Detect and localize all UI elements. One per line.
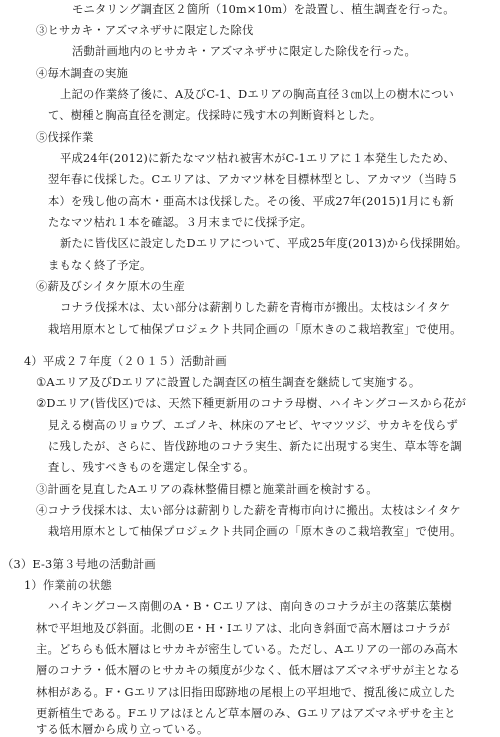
subsection-heading-1: 1）作業前の状態: [24, 579, 112, 592]
paragraph-line: 栽培用原木として柚保プロジェクト共同企画の「原木きのこ栽培教室」で使用。: [48, 525, 462, 538]
item-heading-3: ③ヒサカキ・アズマネザサに限定した除伐: [36, 24, 254, 37]
paragraph-line: 林相がある。F・Gエリアは旧指田邸跡地の尾根上の平坦地で、撹乱後に成立した: [36, 686, 456, 699]
paragraph-line: する低木層から成り立っている。: [36, 723, 209, 736]
paragraph-line: 新たに皆伐区に設定したDエリアについて、平成25年度(2013)から伐採開始。: [60, 237, 468, 250]
paragraph-line: 平成24年(2012)に新たなマツ枯れ被害木がC-1エリアに１本発生したため、: [60, 152, 455, 165]
paragraph-line: 翌年春に伐採した。Cエリアは、アカマツ林を目標林型とし、アカマツ（当時５: [48, 173, 459, 186]
plan-item-4: ④コナラ伐採木は、太い部分は薪割りした薪を青梅市向けに搬出。太枝はシイタケ: [36, 504, 461, 517]
paragraph-line: 層のコナラ・低木層のヒサカキの頻度が少なく、低木層はアズマネザサが主となる: [36, 664, 461, 677]
plan-item-1: ①Aエリア及びDエリアに設置した調査区の植生調査を継続して実施する。: [36, 376, 421, 389]
paragraph-line: モニタリング調査区２箇所（10m×10m）を設置し、植生調査を行った。: [72, 3, 455, 16]
paragraph-line: たなマツ枯れ１本を確認。３月末までに伐採予定。: [48, 216, 313, 229]
paragraph-line: て、樹種と胸高直径を測定。伐採時に残す木の判断資料とした。: [48, 109, 382, 122]
paragraph-line: まもなく終了予定。: [48, 259, 152, 272]
plan-item-2: ②Dエリア(皆伐区)では、天然下種更新用のコナラ母樹、ハイキングコースから花が: [36, 397, 467, 410]
paragraph-line: 見える樹高のリョウブ、エゴノキ、林床のアセビ、ヤマツツジ、サカキを伐らず: [48, 419, 459, 432]
plan-item-3: ③計画を見直したAエリアの森林整備目標と施業計画を検討する。: [36, 483, 378, 496]
paragraph-line: 活動計画地内のヒサカキ・アズマネザサに限定した除伐を行った。: [72, 45, 417, 58]
paragraph-line: 主。どちらも低木層はヒサカキが密生している。ただし、Aエリアの一部のみ高木: [36, 643, 459, 656]
item-heading-4: ④毎木調査の実施: [36, 67, 128, 80]
paragraph-line: 本）を残し他の高木・亜高木は伐採した。その後、平成27年(2015)1月にも新: [48, 195, 454, 208]
paragraph-line: 上記の作業終了後に、A及びC-1、Dエリアの胸高直径３㎝以上の樹木につい: [60, 88, 455, 101]
paragraph-line: ハイキングコース南側のA・B・Cエリアは、南向きのコナラが主の落葉広葉樹: [48, 600, 452, 613]
item-heading-5: ⑤伐採作業: [36, 131, 94, 144]
paragraph-line: 更新植生である。Fエリアはほとんど草本層のみ、Gエリアはアズマネザサを主と: [36, 707, 456, 720]
paragraph-line: 林で平坦地及び斜面。北側のE・H・Iエリアは、北向き斜面で高木層はコナラが: [36, 622, 451, 635]
section-heading-3: （3）E-3第３号地の活動計画: [2, 558, 156, 571]
paragraph-line: 査し、残すべきものを選定し保全する。: [48, 461, 255, 474]
paragraph-line: 栽培用原木として柚保プロジェクト共同企画の「原木きのこ栽培教室」で使用。: [48, 323, 462, 336]
paragraph-line: に残したが、さらに、皆伐跡地のコナラ実生、新たに出現する実生、草本等を調: [48, 440, 462, 453]
section-heading-4: 4）平成２７年度（２０１５）活動計画: [24, 355, 227, 368]
paragraph-line: コナラ伐採木は、太い部分は薪割りした薪を青梅市が搬出。太枝はシイタケ: [60, 301, 451, 314]
item-heading-6: ⑥薪及びシイタケ原木の生産: [36, 280, 185, 293]
